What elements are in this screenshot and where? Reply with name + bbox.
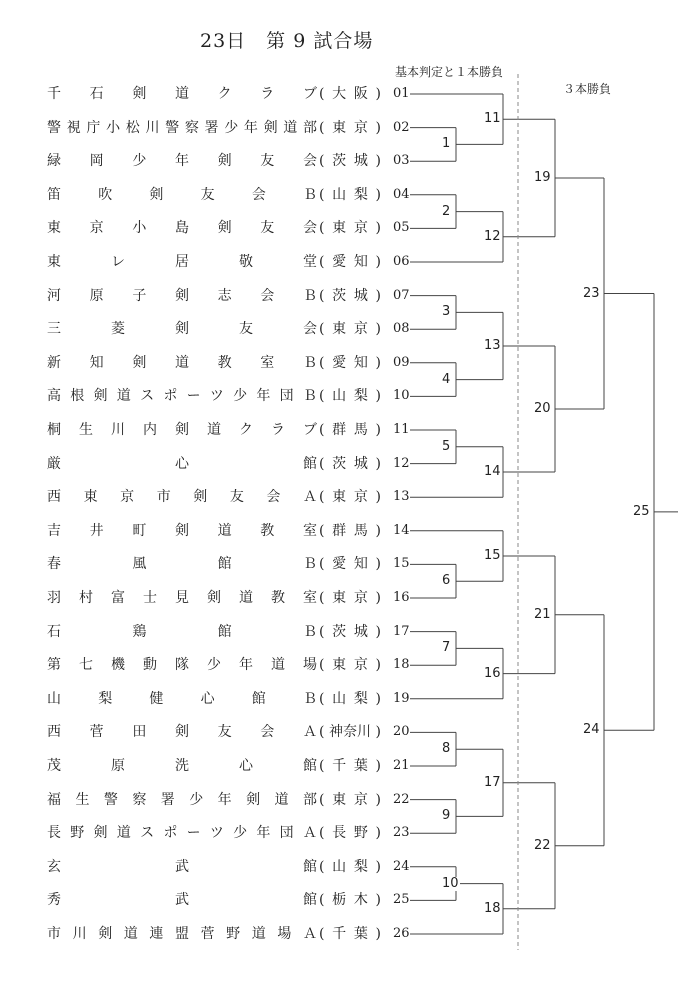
match-number: 25 [633, 503, 650, 519]
team-name: 福 生 警 察 署 少 年 剣 道 部 [47, 791, 317, 808]
team-number: 03 [393, 153, 410, 169]
match-number: 8 [442, 741, 451, 757]
team-name: 高 根 剣 道 ス ポ ー ツ 少 年 団 Ｂ [47, 388, 317, 405]
team-prefecture: ( 茨 城 ) [319, 455, 381, 472]
team-number: 09 [393, 354, 410, 370]
team-prefecture: ( 長 野 ) [319, 825, 381, 842]
team-name: 東 京 小 島 剣 友 会 [47, 220, 317, 237]
team-prefecture: ( 群 馬 ) [319, 522, 381, 539]
match-number: 13 [484, 338, 501, 353]
team-number: 21 [393, 758, 410, 773]
team-name: 警 視 庁 小 松 川 警 察 署 少 年 剣 道 部 [47, 119, 317, 136]
team-name: 緑 岡 少 年 剣 友 会 [47, 153, 317, 170]
team-prefecture: ( 愛 知 ) [319, 254, 381, 270]
match-number: 22 [534, 837, 551, 853]
team-prefecture: ( 栃 木 ) [319, 892, 381, 909]
team-number: 06 [393, 254, 410, 269]
team-prefecture: ( 茨 城 ) [319, 623, 381, 640]
team-number: 18 [393, 657, 410, 673]
match-number: 21 [534, 606, 551, 622]
match-number: 16 [484, 665, 501, 681]
match-number: 5 [442, 438, 451, 454]
team-name: 西 東 京 市 剣 友 会 Ａ [47, 489, 317, 506]
team-prefecture: ( 東 京 ) [319, 791, 381, 808]
team-number: 11 [393, 422, 410, 437]
team-prefecture: ( 大 阪 ) [319, 86, 381, 102]
team-name: 西 菅 田 剣 友 会 Ａ [47, 724, 317, 741]
team-number: 23 [393, 825, 410, 841]
team-prefecture: ( 千 葉 ) [319, 926, 381, 942]
match-number: 17 [484, 774, 501, 790]
team-prefecture: ( 山 梨 ) [319, 186, 381, 203]
team-prefecture: ( 愛 知 ) [319, 354, 381, 371]
match-number: 10 [442, 875, 459, 891]
team-number: 12 [393, 455, 410, 471]
team-prefecture: ( 東 京 ) [319, 657, 381, 674]
match-number: 3 [442, 304, 451, 320]
team-prefecture: ( 東 京 ) [319, 590, 381, 606]
match-number: 12 [484, 228, 501, 244]
team-number: 24 [393, 858, 410, 874]
team-name: 茂 原 洗 心 館 [47, 758, 317, 774]
team-number: 22 [393, 791, 410, 807]
team-name: 春 風 館 Ｂ [47, 556, 317, 573]
match-number: 18 [484, 900, 501, 916]
team-prefecture: ( 茨 城 ) [319, 153, 381, 170]
team-name: 千 石 剣 道 ク ラ ブ [47, 86, 317, 102]
team-number: 01 [393, 86, 410, 101]
team-number: 05 [393, 220, 410, 236]
team-prefecture: ( 山 梨 ) [319, 858, 381, 875]
match-number: 20 [534, 401, 551, 416]
team-prefecture: ( 東 京 ) [319, 321, 381, 338]
team-name: 東 レ 居 敬 堂 [47, 254, 317, 270]
team-prefecture: ( 山 梨 ) [319, 388, 381, 405]
team-number: 20 [393, 724, 410, 740]
rule-note-left: 基本判定と１本勝負 [395, 65, 504, 79]
team-name: 新 知 剣 道 教 室 Ｂ [47, 354, 317, 371]
team-number: 25 [393, 892, 410, 908]
team-name: 三 菱 剣 友 会 [47, 321, 317, 338]
team-prefecture: ( 神奈川 ) [319, 724, 381, 741]
team-name: 第 七 機 動 隊 少 年 道 場 [47, 657, 317, 674]
team-number: 16 [393, 590, 410, 605]
team-name: 厳 心 館 [47, 455, 317, 472]
team-number: 15 [393, 556, 410, 572]
team-name: 河 原 子 剣 志 会 Ｂ [47, 287, 317, 304]
rule-note-right: ３本勝負 [563, 82, 612, 96]
team-prefecture: ( 東 京 ) [319, 489, 381, 506]
team-name: 笛 吹 剣 友 会 Ｂ [47, 186, 317, 203]
match-number: 23 [583, 285, 600, 301]
team-name: 山 梨 健 心 館 Ｂ [47, 690, 317, 707]
match-number: 6 [442, 573, 451, 589]
team-prefecture: ( 千 葉 ) [319, 758, 381, 774]
team-number: 08 [393, 321, 410, 337]
team-number: 14 [393, 522, 410, 538]
team-number: 02 [393, 119, 410, 135]
team-name: 玄 武 館 [47, 858, 317, 875]
team-prefecture: ( 山 梨 ) [319, 690, 381, 707]
match-number: 9 [442, 808, 451, 824]
team-name: 桐 生 川 内 剣 道 ク ラ ブ [47, 422, 317, 438]
match-number: 19 [534, 170, 551, 185]
match-number: 24 [583, 722, 600, 738]
team-name: 市 川 剣 道 連 盟 菅 野 道 場 Ａ [47, 926, 317, 942]
team-name: 長 野 剣 道 ス ポ ー ツ 少 年 団 Ａ [47, 825, 317, 842]
team-number: 17 [393, 623, 410, 639]
team-name: 吉 井 町 剣 道 教 室 [47, 522, 317, 539]
team-number: 10 [393, 388, 410, 404]
team-number: 19 [393, 690, 410, 706]
team-prefecture: ( 群 馬 ) [319, 422, 381, 438]
match-number: 11 [484, 111, 501, 127]
team-prefecture: ( 茨 城 ) [319, 287, 381, 304]
team-name: 羽 村 富 士 見 剣 道 教 室 [47, 590, 317, 606]
match-number: 14 [484, 464, 501, 479]
team-number: 07 [393, 287, 410, 303]
team-prefecture: ( 東 京 ) [319, 119, 381, 136]
match-number: 1 [442, 136, 451, 152]
team-number: 13 [393, 489, 410, 505]
team-name: 石 鶏 館 Ｂ [47, 623, 317, 640]
team-prefecture: ( 東 京 ) [319, 220, 381, 237]
match-number: 4 [442, 371, 451, 387]
match-number: 2 [442, 203, 451, 219]
match-number: 7 [442, 640, 451, 656]
team-number: 04 [393, 186, 410, 202]
team-prefecture: ( 愛 知 ) [319, 556, 381, 573]
team-name: 秀 武 館 [47, 892, 317, 909]
team-number: 26 [393, 926, 410, 941]
match-number: 15 [484, 548, 501, 563]
page-title: 23日 第 9 試合場 [200, 30, 374, 52]
